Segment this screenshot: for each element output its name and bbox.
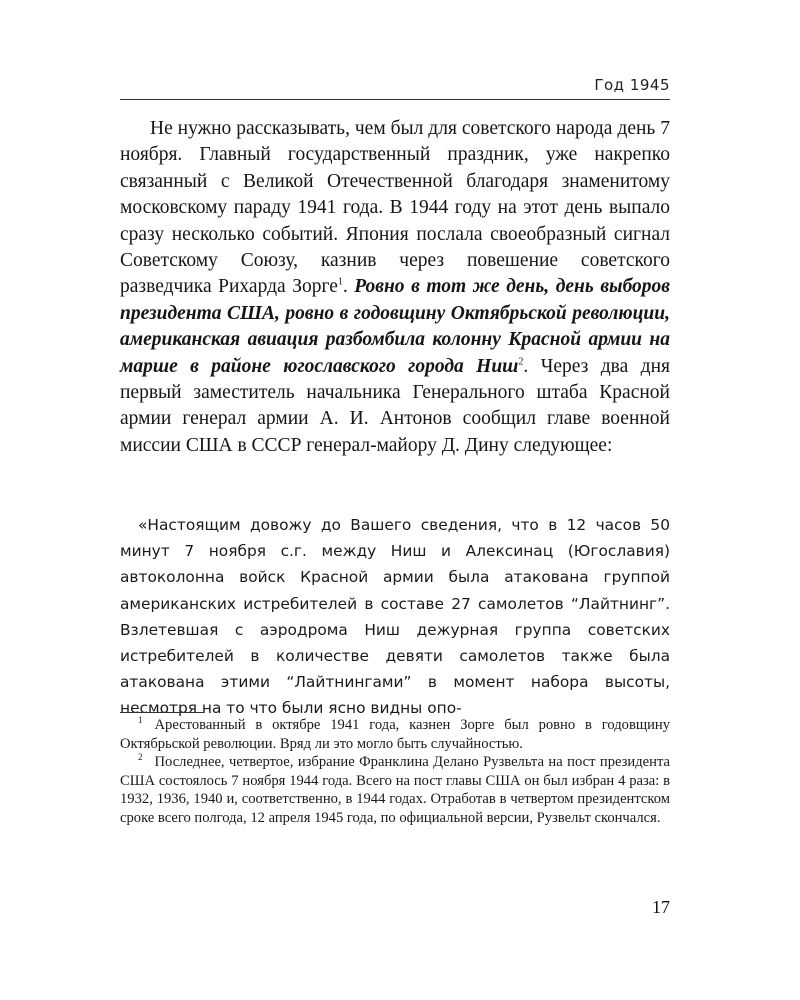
main-text-block (120, 116, 670, 459)
main-paragraph (120, 116, 670, 459)
main-text-part2: . Через два дня первый заместитель начальника Генерального штаба Красной армии генерал армии А. И. Антонов сообщил главе военной миссии США в СССР генерал-майору Д. Дину следующее: (120, 355, 670, 456)
footnote-marker-1: 1 (138, 715, 143, 726)
main-text-separator: . (342, 276, 355, 298)
footnote-ref-2: 2 (518, 356, 524, 368)
footnote-1 (120, 716, 670, 753)
bold-italic-passage: Ровно в тот же день, день выборов президента США, ровно в годовщину Октябрьской революции, американская авиация разбомбила колонну Красной армии на марше в районе югославского города Ниш (120, 276, 670, 377)
footnote-rule (120, 712, 204, 713)
footnote-text-2: Последнее, четвертое, избрание Франклина Делано Рузвельта на пост президента США состоялось 7 ноября 1944 года. Всего на пост главы США он был избран 4 раза: в 1932, 1936, 1940 и, соответственно, в 1944 годах. Отработав в четвертом президентском сроке всего полгода, 12 апреля 1945 года, по официальной версии, Рузвельт скончался. (120, 754, 670, 826)
header-rule (120, 99, 670, 100)
footnotes-block (120, 716, 670, 828)
quote-block (120, 512, 670, 722)
main-text-part1: Не нужно рассказывать, чем был для советского народа день 7 ноября. Главный государственный праздник, уже накрепко связанный с Великой Отечественной благодаря знаменитому московскому параду 1941 года. В 1944 году на этот день выпало сразу несколько событий. Япония послала своеобразный сигнал Советскому Союзу, казнив через повешение советского разведчика Рихарда Зорге (120, 118, 670, 298)
footnote-ref-1: 1 (337, 276, 343, 288)
footnote-text-1: Арестованный в октябре 1941 года, казнен Зорге был ровно в годовщину Октябрьской революции. Вряд ли это могло быть случайностью. (120, 717, 670, 752)
footnote-marker-2: 2 (138, 752, 143, 763)
footnote-2 (120, 753, 670, 827)
running-header: Год 1945 (594, 76, 670, 94)
page-number: 17 (652, 897, 670, 917)
quote-paragraph: «Настоящим довожу до Вашего сведения, что в 12 часов 50 минут 7 ноября с.г. между Ниш и Алексинац (Югославия) автоколонна войск Красной армии была атакована группой американских истребителей в составе 27 самолетов “Лайтнинг”. Взлетевшая с аэродрома Ниш дежурная группа советских истребителей в количестве девяти самолетов также была атакована этими “Лайтнингами” в момент набора высоты, несмотря на то что были ясно видны опо- (120, 516, 670, 718)
